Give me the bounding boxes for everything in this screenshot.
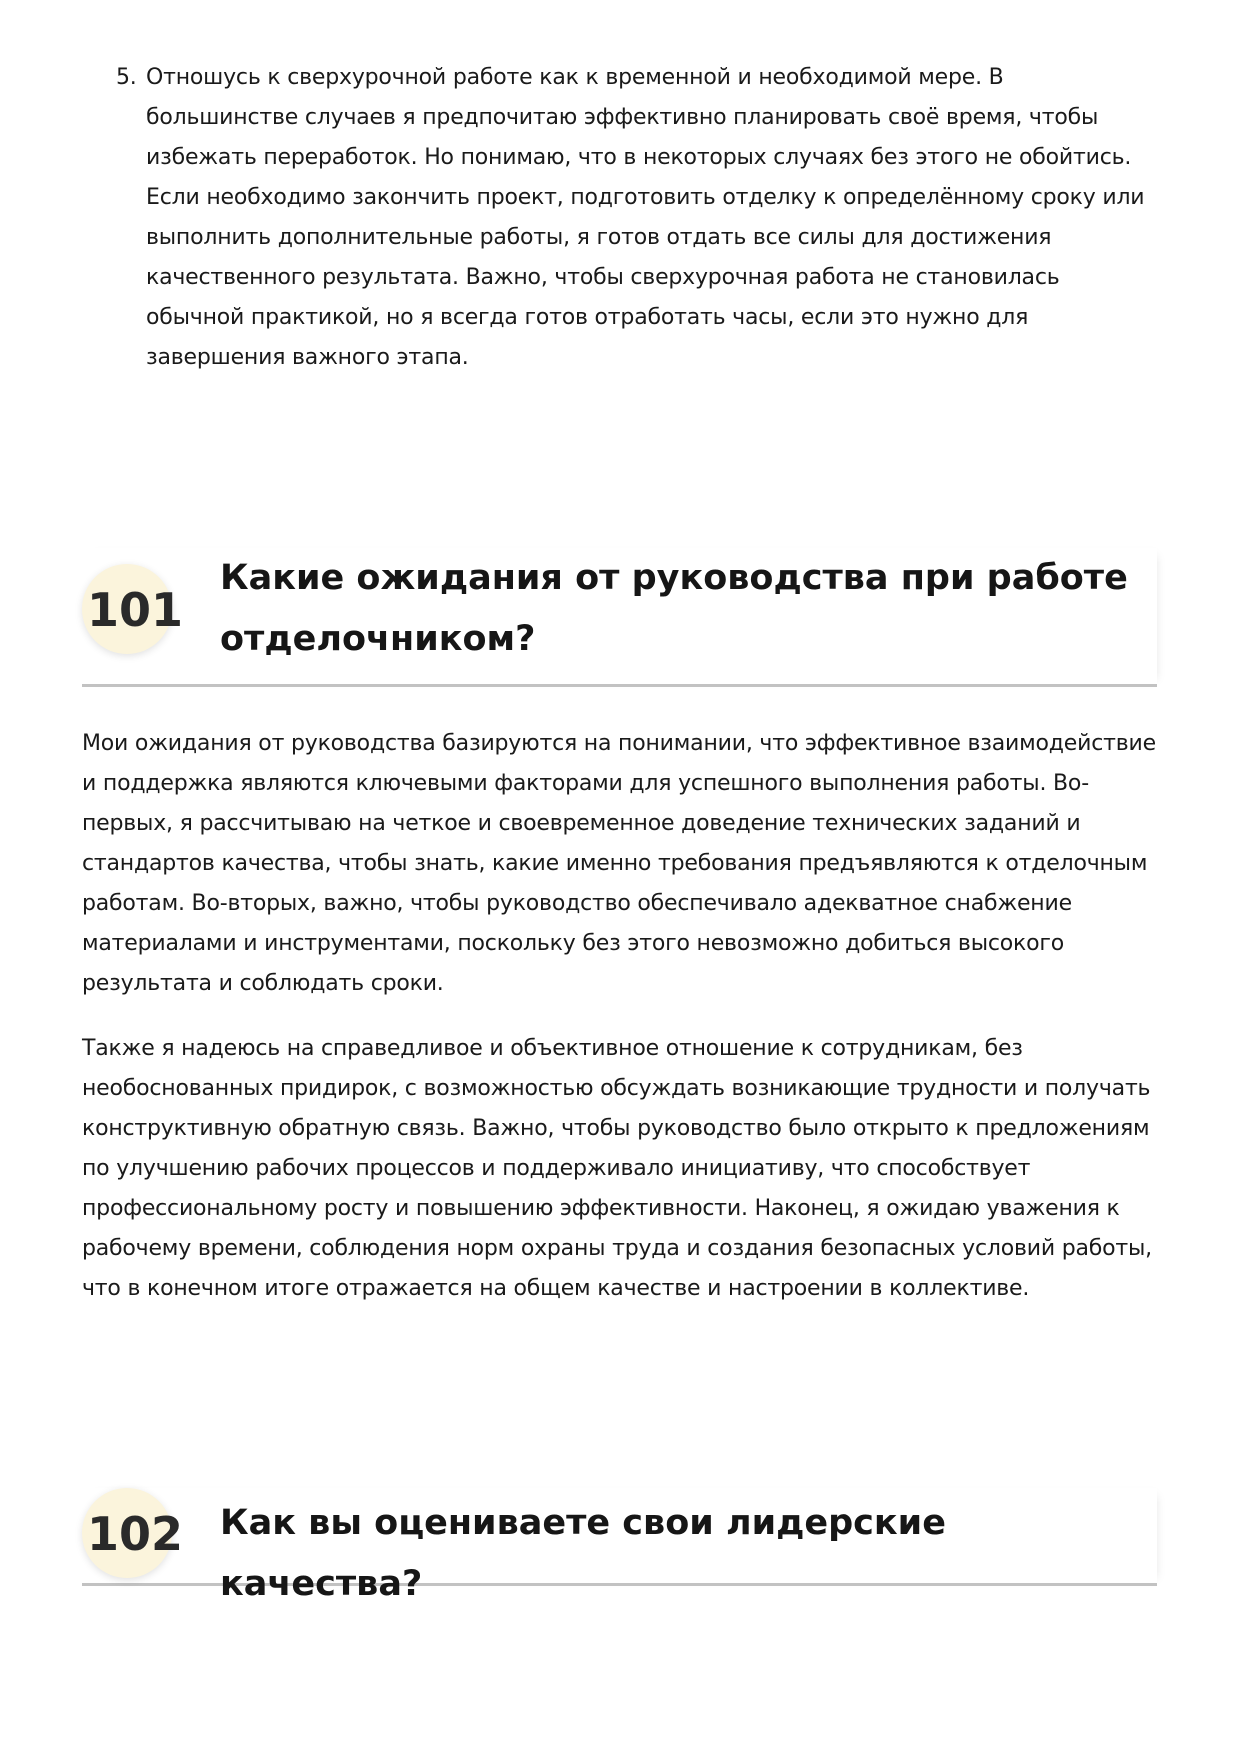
list-item-text: Отношусь к сверхурочной работе как к временной и необходимой мере. В большинстве случаев я предпочитаю эффективно планировать своё время, чтобы избежать переработок. Но понимаю, что в некоторых случаях без этого не обойтись. Если необходимо закончить проект, подготовить отделку к определённому сроку или выполнить дополнительные работы, я готов отдать все силы для достижения качественного результата. Важно, чтобы сверхурочная работа не становилась обычной практикой, но я всегда готов отработать часы, если это нужно для завершения важного этапа. bbox=[146, 65, 1145, 370]
section-header-102 bbox=[82, 1488, 1157, 1604]
question-number: 102 bbox=[87, 1507, 184, 1561]
list-item-number: 5. bbox=[116, 65, 137, 90]
question-title: Как вы оцениваете свои лидерские качества? bbox=[220, 1503, 946, 1604]
question-number: 101 bbox=[87, 583, 184, 637]
answer-paragraph: Мои ожидания от руководства базируются на понимании, что эффективное взаимодействие и поддержка являются ключевыми факторами для успешного выполнения работы. Во-первых, я рассчитываю на четкое и своевременное доведение технических заданий и стандартов качества, чтобы знать, какие именно требования предъявляются к отделочным работам. Во-вторых, важно, чтобы руководство обеспечивало адекватное снабжение материалами и инструментами, поскольку без этого невозможно добиться высокого результата и соблюдать сроки. bbox=[82, 731, 1156, 996]
question-title: Какие ожидания от руководства при работе отделочником? bbox=[220, 558, 1128, 659]
list-item bbox=[116, 58, 1156, 378]
answer-paragraph: Также я надеюсь на справедливое и объективное отношение к сотрудникам, без необоснованных придирок, с возможностью обсуждать возникающие трудности и получать конструктивную обратную связь. Важно, чтобы руководство было открыто к предложениям по улучшению рабочих процессов и поддерживало инициативу, что способствует профессиональному росту и повышению эффективности. Наконец, я ожидаю уважения к рабочему времени, соблюдения норм охраны труда и создания безопасных условий работы, что в конечном итоге отражается на общем качестве и настроении в коллективе. bbox=[82, 1036, 1152, 1301]
section-header-101 bbox=[82, 548, 1157, 687]
